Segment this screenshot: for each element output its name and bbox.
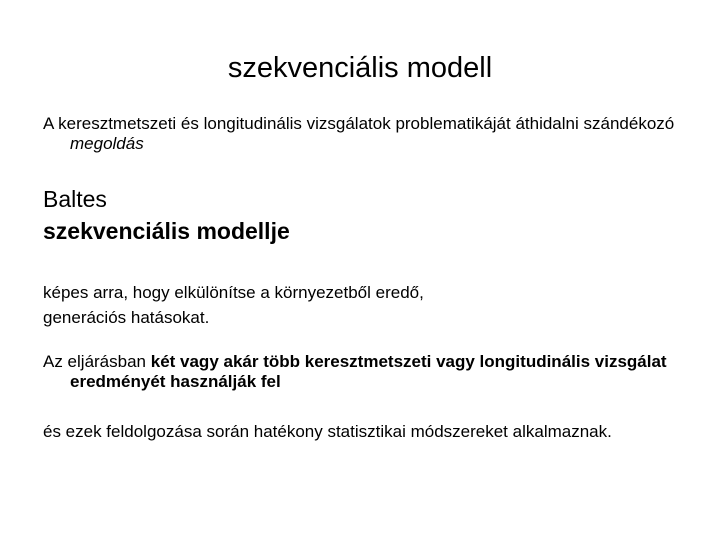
section-heading <box>43 183 290 247</box>
procedure-bold-text: két vagy akár több keresztmetszeti vagy longitudinális vizsgálat eredményét használják fel <box>70 352 667 391</box>
closing-paragraph: és ezek feldolgozása során hatékony statisztikai módszereket alkalmaznak. <box>43 422 612 441</box>
description-line-1: képes arra, hogy elkülönítse a környezetből eredő, <box>43 283 424 302</box>
slide-title: szekvenciális modell <box>227 52 493 84</box>
intro-italic-text: megoldás <box>70 134 144 153</box>
intro-text: A keresztmetszeti és longitudinális vizsgálatok problematikáját áthidalni szándékozó <box>43 114 675 133</box>
heading-model: szekvenciális modellje <box>43 218 290 244</box>
heading-author: Baltes <box>43 186 107 212</box>
intro-paragraph <box>43 114 720 154</box>
procedure-lead: Az eljárásban <box>43 352 151 371</box>
description-paragraph <box>43 280 693 330</box>
procedure-paragraph <box>43 352 720 392</box>
description-line-2: generációs hatásokat. <box>43 308 210 327</box>
